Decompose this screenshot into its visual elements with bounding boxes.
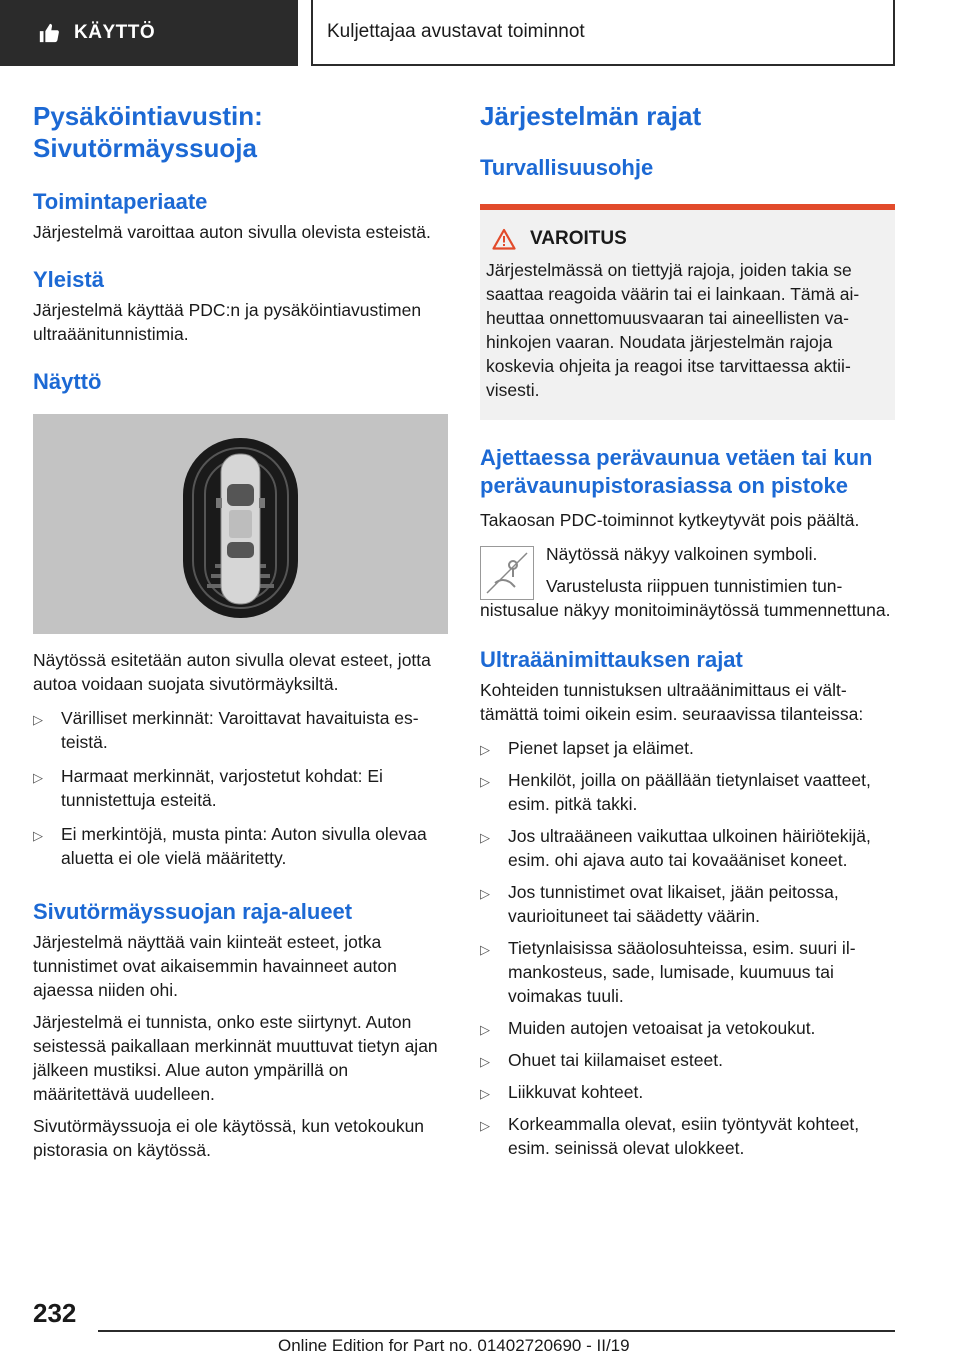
list-item: ▷ Korkeammalla olevat, esiin työntyvät kohteet, esim. seinissä olevat ulokkeet. [480,1114,860,1158]
list-item: ▷ Muiden autojen vetoaisat ja vetokoukut. [480,1016,896,1040]
heading-trailer: Ajettaessa perävaunua vetäen tai kun perävaunupistorasiassa on pistoke [480,445,873,498]
car-top-view-illustration [33,414,448,634]
section-label: KÄYTTÖ [74,22,156,43]
edition-text: Online Edition for Part no. 01402720690 - II/19 [278,1336,630,1355]
heading-ultrasound: Ultraäänimittauksen rajat [480,647,743,672]
triangle-bullet-icon: ▷ [33,770,43,785]
triangle-bullet-icon: ▷ [480,1022,490,1037]
list-item: ▷ Jos tunnistimet ovat likaiset, jään peitossa, vaurioituneet tai säädetty väärin. [480,882,839,926]
right-column [480,100,896,1160]
list-item: ▷ Tietynlaisissa sääolosuhteissa, esim. suuri ilmankosteus, sade, lumisade, kuumuus tai voimakas tuuli. [480,938,856,1006]
list-item: ▷ Ei merkintöjä, musta pinta: Auton sivulla olevaa aluetta ei ole vielä määritetty. [33,824,427,868]
triangle-bullet-icon: ▷ [480,886,490,901]
text-display: Näytössä esitetään auton sivulla olevat esteet, jotta autoa voidaan suojata sivutörmäyksiltä. [33,650,431,694]
text-trailer: Takaosan PDC-toiminnot kytkeytyvät pois päältä. [480,510,860,530]
text-symbol: Näytössä näkyy valkoinen symboli. [546,544,818,564]
text-limits-1: Järjestelmä näyttää vain kiinteät esteet, jotka tunnistimet ovat aikaisemmin havainneet auton ajaessa niiden ohi. [33,932,397,1000]
heading-principle: Toimintaperiaate [33,189,208,214]
triangle-bullet-icon: ▷ [480,1118,490,1133]
text-limits-3: Sivutörmäyssuoja ei ole käytössä, kun vetokoukun pistorasia on käytössä. [33,1116,425,1160]
text-limits-2: Järjestelmä ei tunnista, onko este siirtynyt. Auton seistessä paikallaan merkinnät muuttuvat tietyn ajan jälkeen mustiksi. Alue auton ympärillä on määritettävä uudelleen. [33,1012,438,1104]
triangle-bullet-icon: ▷ [480,1086,490,1101]
triangle-bullet-icon: ▷ [480,942,490,957]
section-tab [0,0,298,66]
list-item: ▷ Jos ultraääneen vaikuttaa ulkoinen häiriötekijä, esim. ohi ajava auto tai kovaääniset koneet. [480,826,871,870]
warning-title: VAROITUS [530,228,627,249]
list-item: ▷ Värilliset merkinnät: Varoittavat havaituista esteistä. [33,708,419,752]
text-general: Järjestelmä käyttää PDC:n ja pysäköintiavustimen ultraäänitunnistimia. [33,300,422,344]
warning-box [480,204,895,420]
warning-header [492,228,889,250]
heading-safety: Turvallisuusohje [480,155,654,180]
heading-display: Näyttö [33,369,102,394]
text-ultrasound: Kohteiden tunnistuksen ultraäänimittaus ei välttämättä toimi oikein esim. seuraavissa tilanteissa: [480,680,864,724]
list-item: ▷ Harmaat merkinnät, varjostetut kohdat: Ei tunnistettuja esteitä. [33,766,383,810]
trailer-symbol-text [480,542,896,622]
warning-text: Järjestelmässä on tiettyjä rajoja, joiden takia se saattaa reagoida väärin tai ei lainkaan. Tämä aiheuttaa onnettomuusvaaran tai aineellisten vahinkojen vaaran. Noudata järjestelmän rajoja koskevia ohjeita ja reagoi itse tarvittaessa aktiivisesti. [486,260,860,400]
page-number: 232 [33,1298,77,1328]
display-marking-list [33,706,448,870]
chapter-tab [311,0,895,66]
chapter-label: Kuljettajaa avustavat toiminnot [327,21,585,42]
heading-limits: Sivutörmäyssuojan raja-alueet [33,899,353,924]
heading-general: Yleistä [33,267,104,292]
triangle-bullet-icon: ▷ [480,774,490,789]
ultrasound-limit-list [480,736,896,1160]
triangle-bullet-icon: ▷ [480,1054,490,1069]
warning-triangle-icon [492,228,516,250]
page-title: Pysäköintiavustin: Sivutörmäyssuoja [33,101,263,163]
triangle-bullet-icon: ▷ [33,828,43,843]
left-column [33,100,448,1162]
thumbs-up-icon [38,22,60,44]
triangle-bullet-icon: ▷ [480,830,490,845]
list-item: ▷ Pienet lapset ja eläimet. [480,736,896,760]
triangle-bullet-icon: ▷ [480,742,490,757]
list-item: ▷ Ohuet tai kiilamaiset esteet. [480,1048,896,1072]
page-header [0,0,960,66]
text-principle: Järjestelmä varoittaa auton sivulla olevista esteistä. [33,222,431,242]
list-item: ▷ Henkilöt, joilla on päällään tietynlaiset vaatteet, esim. pitkä takki. [480,770,871,814]
section-title: Järjestelmän rajat [480,101,702,131]
triangle-bullet-icon: ▷ [33,712,43,727]
footer-divider [98,1330,895,1332]
text-variant: Varustelusta riippuen tunnistimien tunnistusalue näkyy monitoiminäytössä tummennettuna. [480,576,891,620]
trailer-symbol-row [480,542,896,622]
side-collision-display-image [33,414,448,634]
list-item: ▷ Liikkuvat kohteet. [480,1080,896,1104]
